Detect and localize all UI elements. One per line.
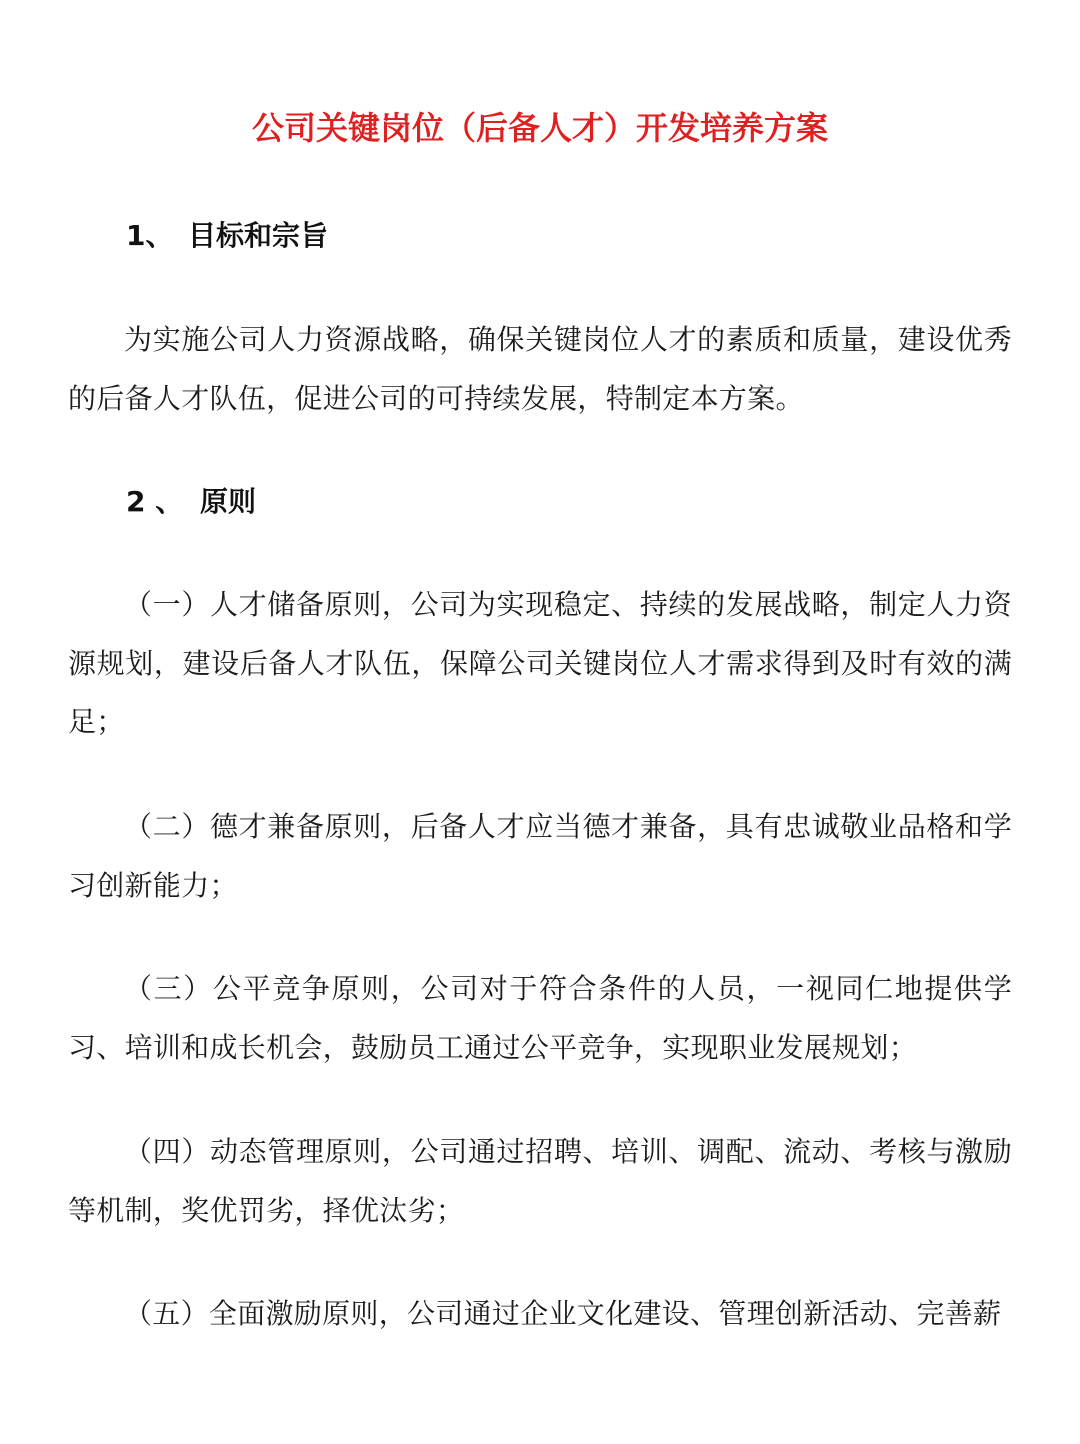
section-heading-text: 目标和宗旨	[188, 219, 329, 252]
section-heading-principles	[126, 484, 256, 520]
section-number: 1、	[126, 219, 174, 252]
paragraph-principle-3: （三）公平竞争原则，公司对于符合条件的人员，一视同仁地提供学习、培训和成长机会，鼓励员工通过公平竞争，实现职业发展规划；	[68, 972, 1012, 1064]
paragraph-principle-4: （四）动态管理原则，公司通过招聘、培训、调配、流动、考核与激励等机制，奖优罚劣，择优汰劣；	[68, 1135, 1012, 1227]
paragraph-principle-2: （二）德才兼备原则，后备人才应当德才兼备，具有忠诚敬业品格和学习创新能力；	[68, 810, 1012, 902]
section-heading-text: 原则	[200, 485, 257, 518]
paragraph-principle-1: （一）人才储备原则，公司为实现稳定、持续的发展战略，制定人力资源规划，建设后备人才队伍，保障公司关键岗位人才需求得到及时有效的满足；	[68, 588, 1012, 738]
paragraph-principle-5: （五）全面激励原则，公司通过企业文化建设、管理创新活动、完善薪	[124, 1297, 1002, 1330]
section-heading-goals	[126, 218, 328, 254]
paragraph-goals: 为实施公司人力资源战略，确保关键岗位人才的素质和质量，建设优秀的后备人才队伍，促进公司的可持续发展，特制定本方案。	[68, 323, 1012, 415]
document-title: 公司关键岗位（后备人才）开发培养方案	[251, 109, 828, 147]
section-number: 2 、	[126, 485, 184, 518]
